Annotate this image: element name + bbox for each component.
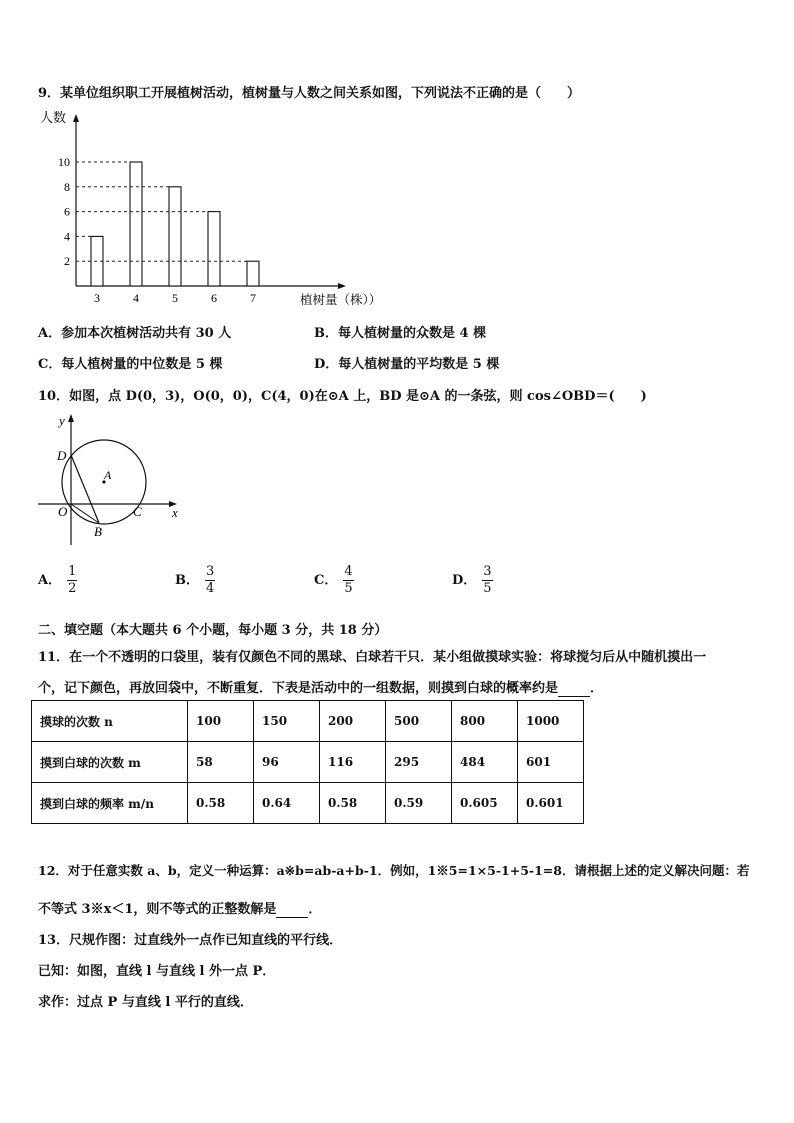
q13-line2: 已知：如图，直线 l 与直线 l 外一点 P． [38, 964, 276, 979]
section-title: 二、填空题（本大题共 6 个小题，每小题 3 分，共 18 分） [38, 623, 388, 638]
q12-answer-blank[interactable] [276, 902, 308, 918]
label-c: C [133, 504, 142, 519]
table-cell: 0.59 [386, 783, 452, 824]
label-d: D [57, 448, 67, 463]
q13-line1: 13．尺规作图：过直线外一点作已知直线的平行线． [38, 933, 343, 948]
q9-option-d: D．每人植树量的平均数是 5 棵 [314, 357, 500, 372]
label-y: y [59, 413, 65, 428]
q10-option-c: C． $\frac{4}{5}$ [314, 564, 353, 596]
circle-figure [34, 410, 184, 545]
q12-line1: 12．对于任意实数 a、b，定义一种运算：a※b=ab-a+b-1．例如，1※5=1×5-1+5-1=8．请根据上述的定义解决问题：若 [38, 863, 750, 878]
label-a: A [104, 468, 112, 482]
table-cell: 摸到白球的次数 m [32, 742, 188, 783]
q13-line3: 求作：过点 P 与直线 l 平行的直线． [38, 995, 253, 1010]
table-cell: 500 [386, 701, 452, 742]
q9-option-b: B．每人植树量的众数是 4 棵 [314, 326, 487, 341]
bar [130, 162, 142, 286]
x-tick-label: 6 [211, 291, 217, 305]
table-cell: 800 [452, 701, 518, 742]
table-cell: 150 [254, 701, 320, 742]
y-tick-label: 2 [64, 254, 70, 269]
table-cell: 58 [188, 742, 254, 783]
y-tick-label: 8 [64, 179, 70, 194]
table-cell: 200 [320, 701, 386, 742]
table-cell: 1000 [518, 701, 584, 742]
q11-line1: 11．在一个不透明的口袋里，装有仅颜色不同的黑球、白球若干只．某小组做摸球实验：将球搅匀后从中随机摸出一 [38, 650, 707, 665]
table-cell: 601 [518, 742, 584, 783]
bar [208, 212, 220, 286]
bar [169, 187, 181, 286]
y-axis-label: 人数 [40, 110, 67, 125]
y-axis-arrow [73, 114, 79, 122]
q11-table [31, 700, 584, 824]
table-cell: 484 [452, 742, 518, 783]
x-tick-label: 5 [172, 291, 178, 305]
table-cell: 0.58 [188, 783, 254, 824]
q10-option-b: B． $\frac{3}{4}$ [175, 564, 215, 596]
q9-option-a: A．参加本次植树活动共有 30 人 [38, 326, 232, 341]
bar-chart [30, 108, 400, 316]
x-axis-arrow [338, 283, 346, 289]
table-cell: 0.601 [518, 783, 584, 824]
q11-line2: 个，记下颜色，再放回袋中，不断重复．下表是活动中的一组数据，则摸到白球的概率约是 ． [38, 681, 604, 696]
table-cell: 116 [320, 742, 386, 783]
q11-answer-blank[interactable] [558, 681, 590, 697]
q12-line2: 不等式 3※x＜1，则不等式的正整数解是 ． [38, 902, 322, 917]
y-tick-label: 4 [64, 229, 70, 244]
table-cell: 0.58 [320, 783, 386, 824]
q9-option-c: C．每人植树量的中位数是 5 棵 [38, 357, 223, 372]
x-tick-label: 4 [133, 291, 139, 305]
table-row [32, 783, 584, 824]
table-row [32, 742, 584, 783]
q10-option-d: D． $\frac{3}{5}$ [452, 564, 492, 596]
q9-stem: 9．某单位组织职工开展植树活动，植树量与人数之间关系如图，下列说法不正确的是（ ） [38, 86, 581, 101]
label-x: x [172, 505, 178, 520]
table-cell: 摸球的次数 n [32, 701, 188, 742]
x-tick-label: 7 [250, 291, 256, 305]
y-tick-label: 6 [64, 204, 70, 219]
bar [247, 261, 259, 286]
table-row [32, 701, 584, 742]
table-cell: 96 [254, 742, 320, 783]
y-tick-label: 10 [58, 155, 70, 169]
table-cell: 100 [188, 701, 254, 742]
y-axis-arrow [68, 414, 74, 422]
table-cell: 摸到白球的频率 m/n [32, 783, 188, 824]
table-cell: 0.64 [254, 783, 320, 824]
table-cell: 0.605 [452, 783, 518, 824]
q10-option-a: A． $\frac{1}{2}$ [38, 564, 77, 596]
label-b: B [94, 524, 102, 539]
q10-stem: 10．如图，点 D(0，3)，O(0，0)，C(4，0)在⊙A 上，BD 是⊙A 的一条弦，则 cos∠OBD＝( ) [38, 389, 647, 404]
table-cell: 295 [386, 742, 452, 783]
label-o: O [58, 504, 68, 519]
x-tick-label: 3 [94, 291, 100, 305]
x-axis-label: 植树量（株）） [300, 293, 382, 307]
